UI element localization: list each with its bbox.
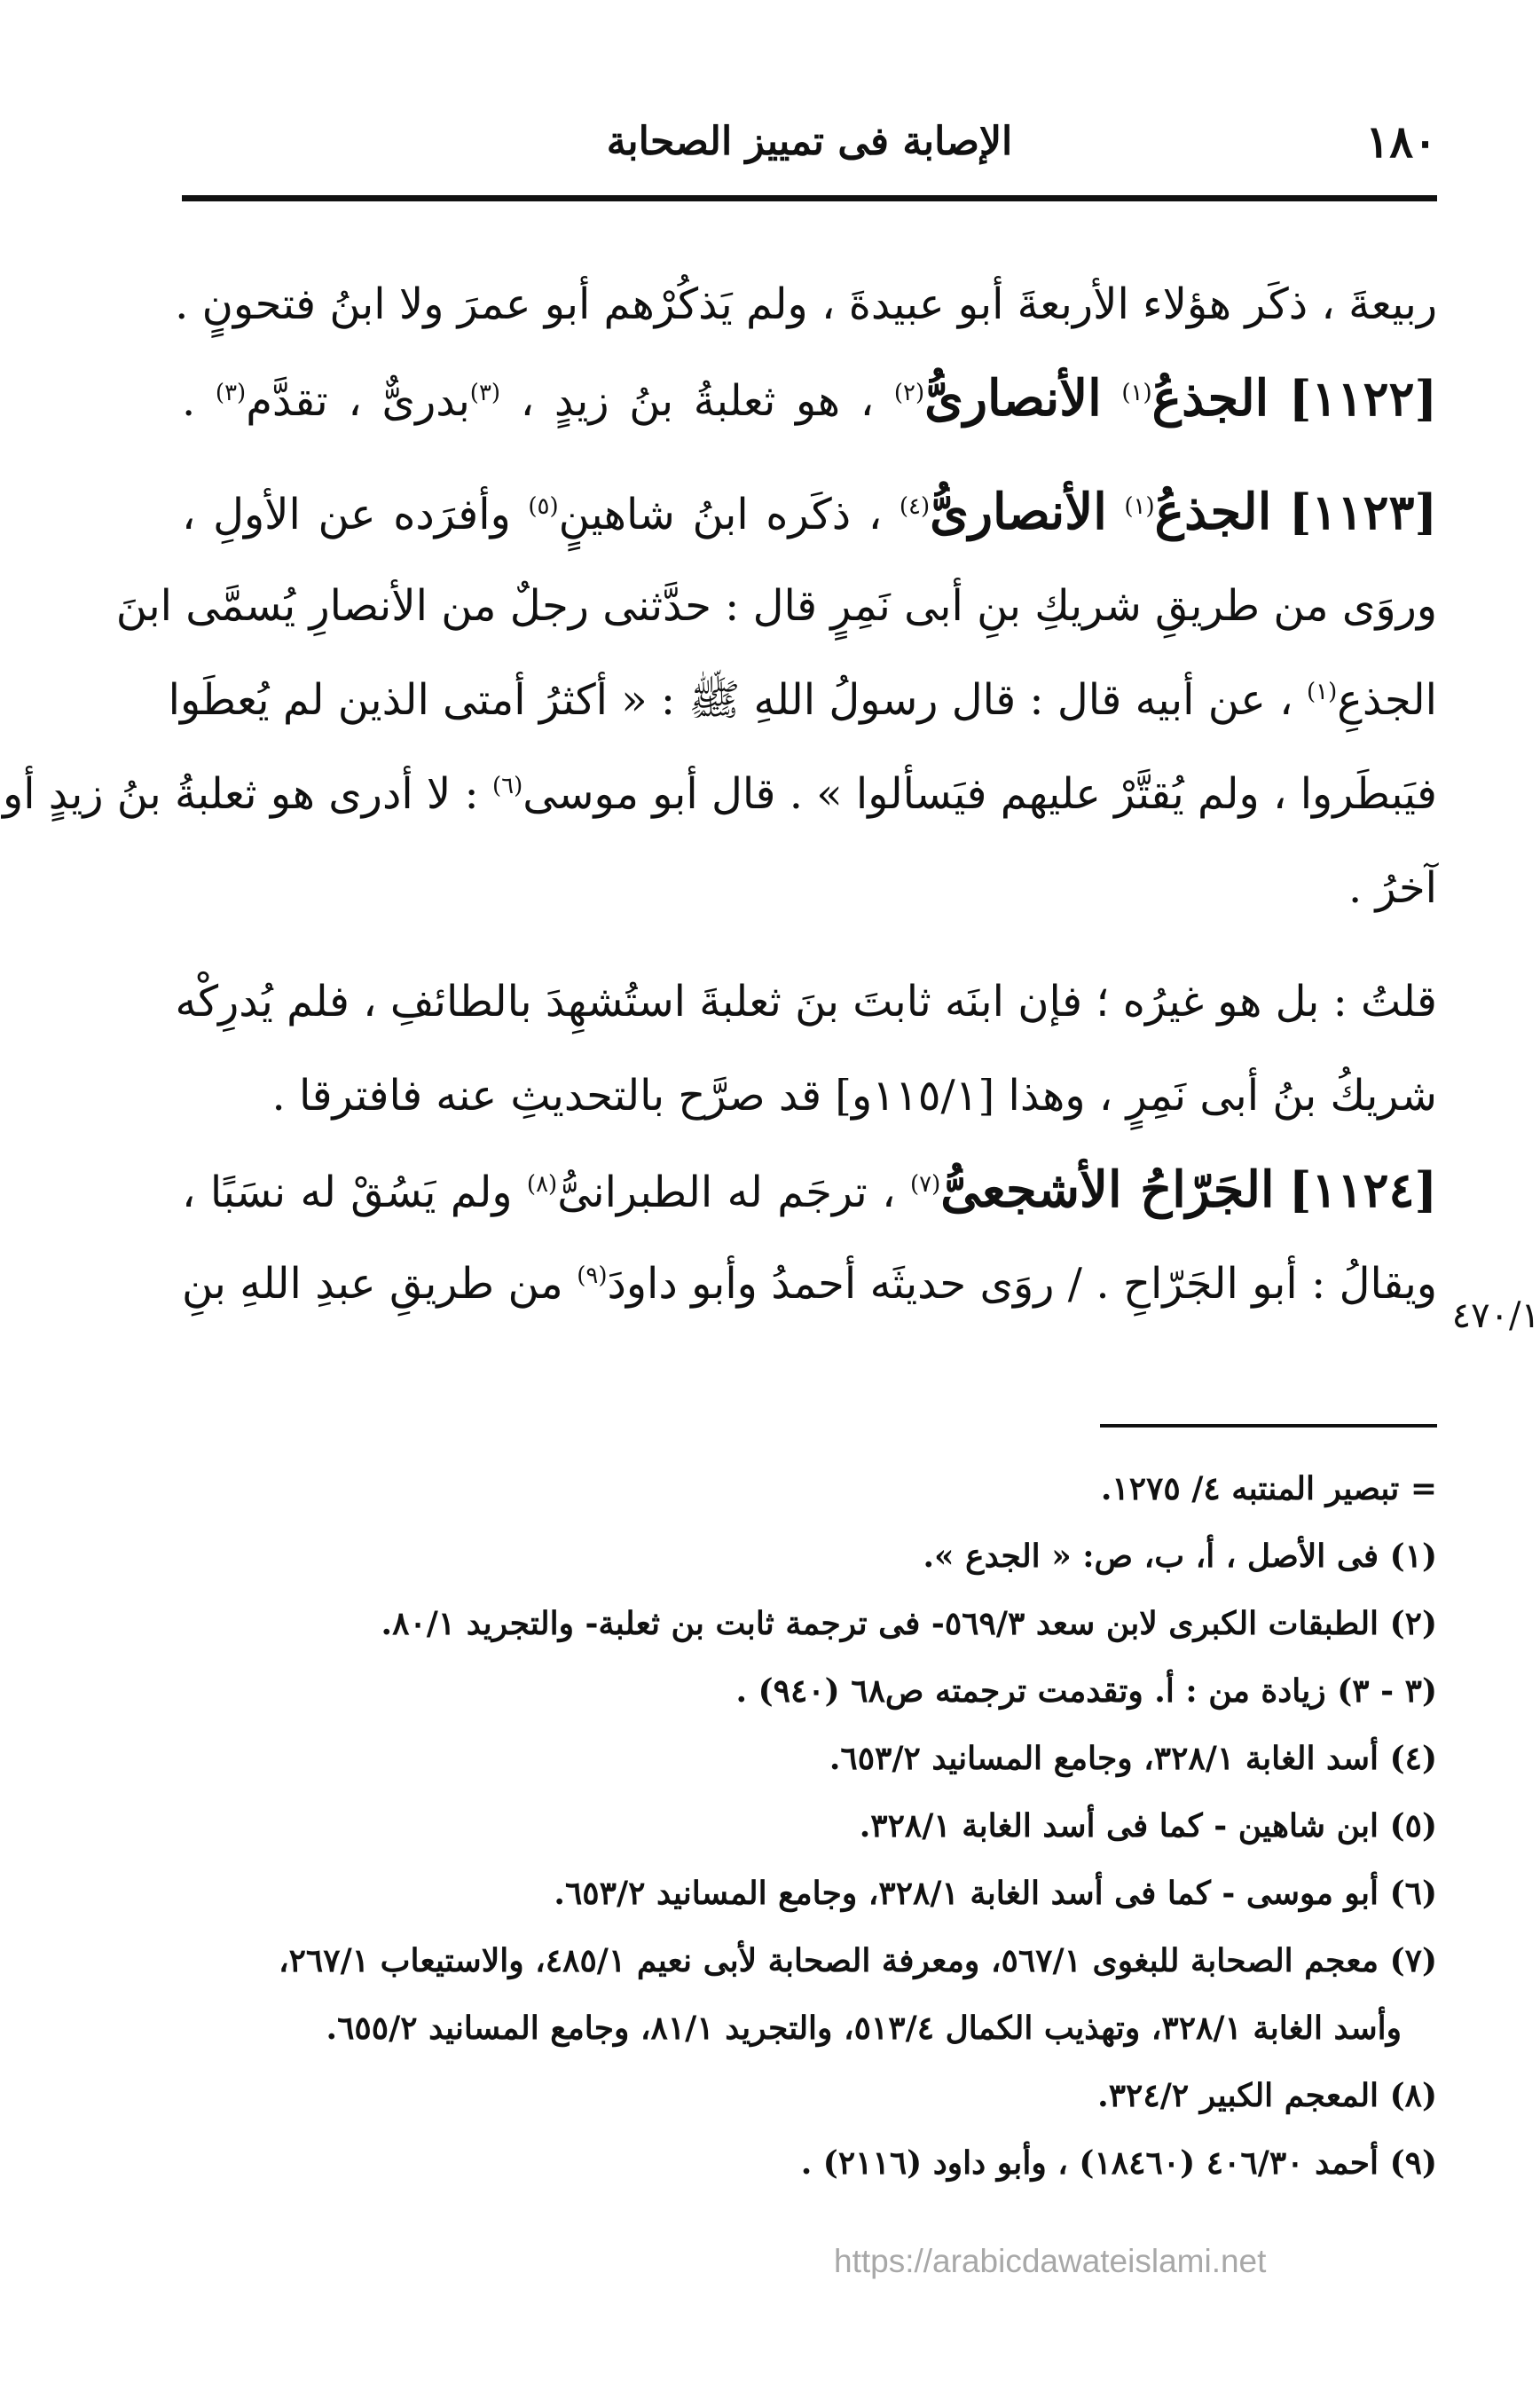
footnote-ref: (٣) (215, 380, 247, 406)
margin-reference: ٤٧٠/١ (1451, 1295, 1540, 1336)
text-line: وروَى من طريقِ شريكِ بنِ أبى نَمِرٍ قال : حدَّثنى رجلٌ من الأنصارِ يُسمَّى ابنَ (115, 581, 1437, 631)
text-line: شريكُ بنُ أبى نَمِرٍ ، وهذا [١١٥/١و] قد صرَّح بالتحديثِ عنه فافترقا . (271, 1071, 1437, 1121)
footnote-ref: (٤) (899, 493, 931, 520)
footnotes (182, 1455, 1437, 2197)
footnote: (٤) أسد الغابة ٣٢٨/١، وجامع المسانيد ٦٥٣/٢. (829, 1740, 1437, 1777)
entry-number: [١١٢٤] (1288, 1161, 1438, 1218)
footnote-ref: (٣) (469, 380, 501, 406)
text-line: آخرُ . (1348, 863, 1437, 913)
entry-nisba: الأنصارىُّ (924, 369, 1102, 428)
entry-text: ، ترجَم له الطبرانىُّ (557, 1168, 896, 1217)
footnote-ref: (٦) (491, 773, 523, 799)
text-line (168, 653, 1437, 747)
footnote-divider (1100, 1424, 1437, 1428)
footnote-ref: (٥) (528, 493, 559, 520)
entry-1124 (182, 1143, 1437, 1237)
text-segment: ، عن أبيه قال : قال رسولُ اللهِ ﷺ : « أكثرُ أمتى الذين لم يُعطَوا (168, 675, 1293, 725)
footnote-ref: (١) (1124, 493, 1155, 520)
footnote-ref: (٩) (577, 1262, 608, 1289)
entry-text: ولم يَسُقْ له نسَبًا ، (182, 1168, 513, 1217)
footnote: = تبصير المنتبه ٤/ ١٢٧٥. (1100, 1470, 1437, 1507)
text-segment: من طريقِ عبدِ اللهِ بنِ (182, 1259, 563, 1309)
entry-end: . (182, 376, 196, 426)
entry-name: الجذعُ (1151, 369, 1269, 428)
entry-number: [١١٢٢] (1288, 370, 1438, 427)
text-line (3, 747, 1437, 841)
footnote: (٣ - ٣) زيادة من : أ. وتقدمت ترجمته ص٦٨ (٩٤٠) . (735, 1672, 1437, 1710)
footnote: (٢) الطبقات الكبرى لابن سعد ٥٦٩/٣- فى ترجمة ثابت بن ثعلبة- والتجريد ٨٠/١. (381, 1605, 1437, 1642)
text-line (182, 1237, 1437, 1331)
text-segment: ويقالُ : أبو الجَرّاحِ . / روَى حديثَه أحمدُ وأبو داودَ (607, 1259, 1438, 1309)
entry-number: [١١٢٣] (1288, 484, 1438, 540)
page-header (182, 115, 1437, 169)
text-segment: : لا أدرى هو ثعلبةُ بنُ زيدٍ أو (3, 769, 479, 819)
entry-name: الجذعُ (1154, 483, 1272, 541)
page-number: ١٨٠ (1365, 115, 1437, 168)
footnote: (٦) أبو موسى - كما فى أسد الغابة ٣٢٨/١، وجامع المسانيد ٦٥٣/٢. (554, 1875, 1437, 1912)
footnote-ref: (٧) (909, 1171, 941, 1198)
footnote-ref: (١) (1306, 679, 1338, 705)
entry-nisba: الأنصارىُّ (930, 483, 1107, 541)
watermark-url: https://arabicdawateislami.net (834, 2243, 1267, 2279)
footnote: (٩) أحمد ٤٠٦/٣٠ (١٨٤٦٠) ، وأبو داود (٢١١٦) . (800, 2144, 1437, 2182)
footnote: (٥) ابن شاهين - كما فى أسد الغابة ٣٢٨/١. (859, 1807, 1437, 1844)
entry-text: ، ذكَره ابنُ شاهينٍ (558, 490, 883, 539)
entry-text: وأفرَده عن الأولِ ، (182, 490, 511, 539)
entry-1123 (182, 465, 1437, 559)
text-line: قلتُ : بل هو غيرُه ؛ فإن ابنَه ثابتَ بنَ ثعلبةَ استُشهِدَ بالطائفِ ، فلم يُدرِكْه (175, 977, 1437, 1026)
footnote-ref: (٢) (893, 380, 925, 406)
entry-name: الجَرّاحُ الأشجعىُّ (940, 1160, 1275, 1219)
running-title: الإصابة فى تمييز الصحابة (606, 119, 1013, 164)
footnote: (٧) معجم الصحابة للبغوى ٥٦٧/١، ومعرفة الصحابة لأبى نعيم ٤٨٥/١، والاستيعاب ٢٦٧/١، (278, 1942, 1437, 1979)
footnote-ref: (١) (1121, 380, 1152, 406)
entry-text: ، هو ثعلبةُ بنُ زيدٍ ، (520, 376, 875, 426)
text-line: ربيعةَ ، ذكَر هؤلاء الأربعةَ أبو عبيدةَ ، ولم يَذكُرْهم أبو عمرَ ولا ابنُ فتحونٍ . (175, 279, 1437, 329)
footnote: (١) فى الأصل ، أ، ب، ص: « الجدع ». (923, 1538, 1437, 1575)
footnote: (٨) المعجم الكبير ٣٢٤/٢. (1097, 2077, 1437, 2114)
header-rule (182, 195, 1437, 201)
entry-text: بدرىٌّ ، تقدَّم (246, 376, 470, 426)
text-segment: فيَبطَروا ، ولم يُقتَّرْ عليهم فيَسألوا » . قال أبو موسى (522, 769, 1437, 819)
footnote-continuation: وأسد الغابة ٣٢٨/١، وتهذيب الكمال ٥١٣/٤، والتجريد ٨١/١، وجامع المسانيد ٦٥٥/٢. (326, 2010, 1402, 2047)
text-segment: الجذعِ (1337, 675, 1437, 725)
footnote-ref: (٨) (526, 1171, 558, 1198)
main-text (3, 257, 1438, 1331)
entry-1122 (182, 351, 1437, 445)
